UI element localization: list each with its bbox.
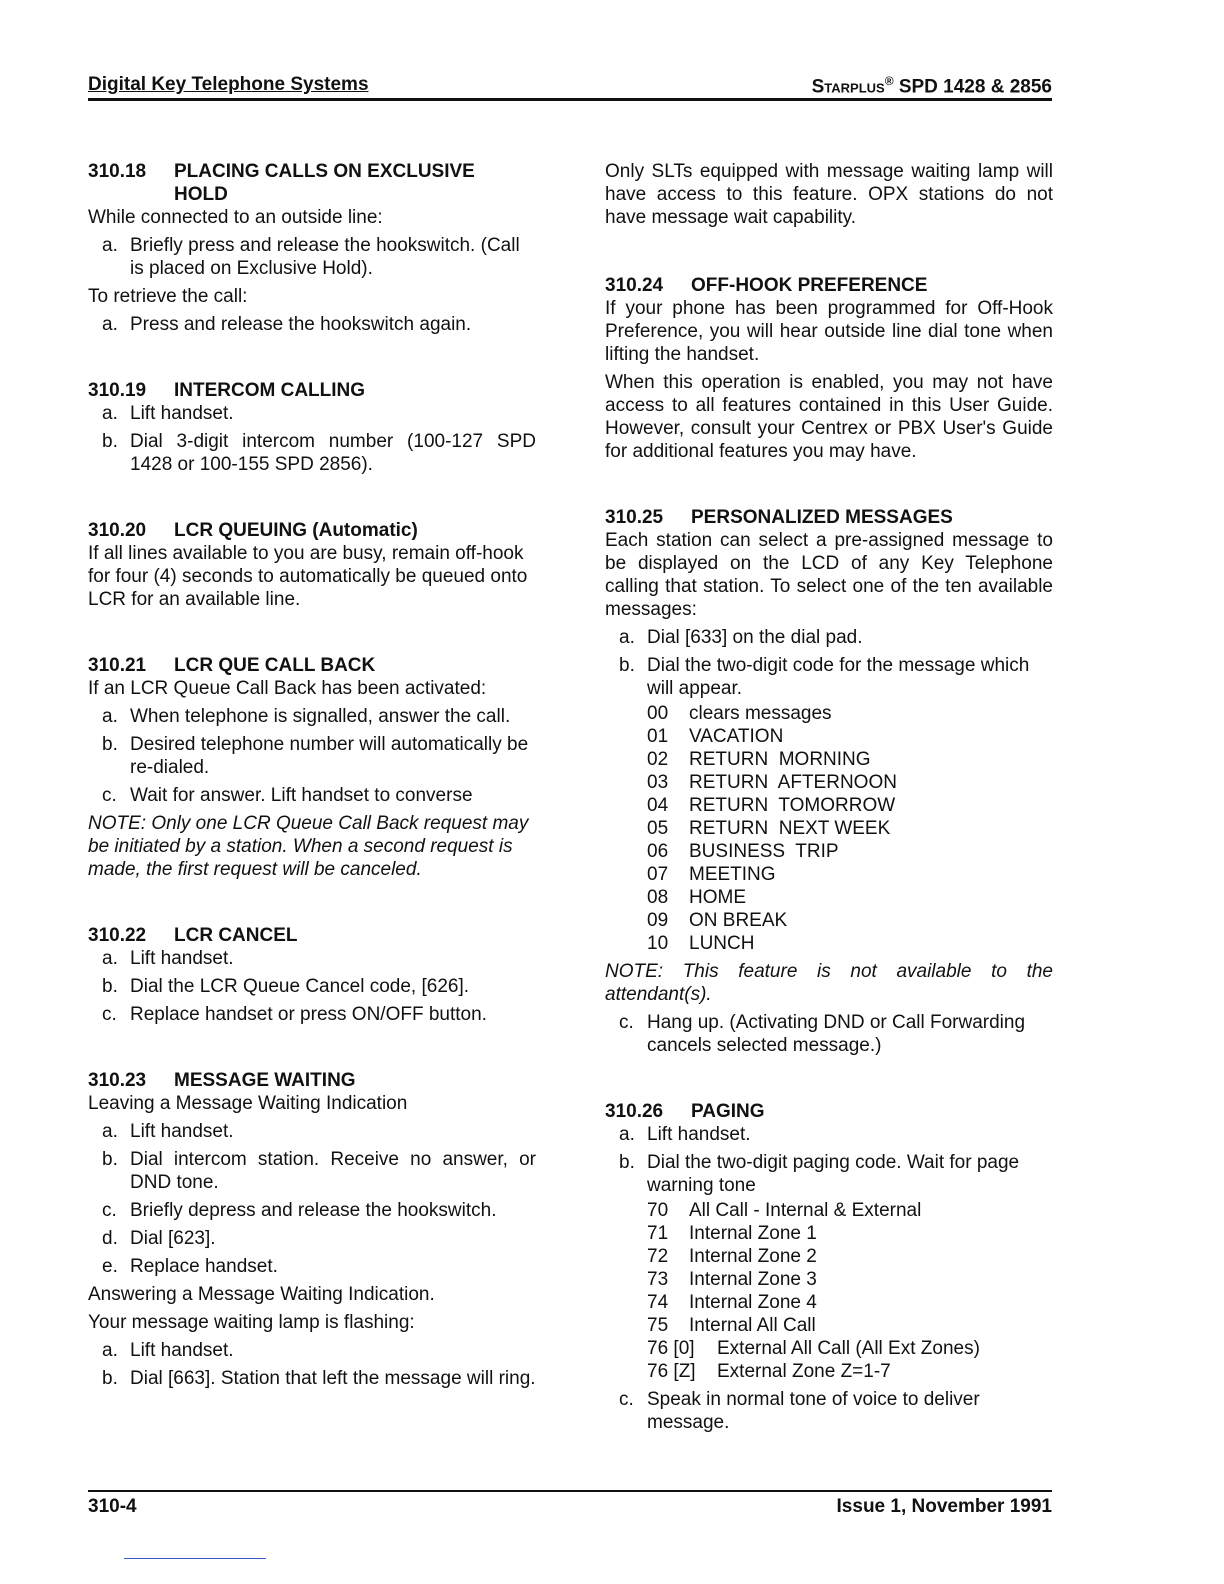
list-text: Wait for answer. Lift handset to converse (130, 785, 473, 806)
list-text: Dial [663]. Station that left the message will ring. (130, 1368, 536, 1389)
section-number: 310.21 (88, 655, 147, 676)
code-row (647, 1199, 1053, 1222)
code-row (647, 748, 1053, 771)
code-label: Internal Zone 3 (689, 1269, 817, 1290)
list-marker: b. (102, 431, 118, 452)
code-label: Internal Zone 4 (689, 1292, 817, 1313)
list-item (88, 1255, 536, 1278)
right-column (605, 160, 1053, 1439)
code-row (647, 817, 1053, 840)
code-label: clears messages (689, 703, 832, 724)
list-marker: d. (102, 1228, 118, 1249)
page-number: 310-4 (88, 1496, 137, 1517)
list-item (605, 654, 1053, 700)
code-row (647, 1222, 1053, 1245)
list-marker: c. (102, 785, 117, 806)
code-label: LUNCH (689, 933, 755, 954)
paragraph: Each station can select a pre-assigned message to be displayed on the LCD of any Key Telephone calling that station. To select one of the ten available messages: (605, 530, 1053, 620)
section-310-18-heading (88, 160, 536, 206)
section-number: 310.25 (605, 507, 664, 528)
code-label: Internal Zone 2 (689, 1246, 817, 1267)
note: NOTE: Only one LCR Queue Call Back request may be initiated by a station. When a second request is made, the first request will be canceled. (88, 813, 529, 880)
list-item (88, 1148, 536, 1194)
list-item (88, 402, 536, 425)
code-label: All Call - Internal & External (689, 1200, 922, 1221)
code-number: 07 (647, 864, 669, 885)
list-item (88, 1120, 536, 1143)
code-row (647, 1314, 1053, 1337)
list-marker: c. (102, 1200, 117, 1221)
code-row (647, 725, 1053, 748)
code-row (647, 863, 1053, 886)
paragraph: Your message waiting lamp is flashing: (88, 1312, 415, 1333)
code-number: 08 (647, 887, 669, 908)
list-marker: a. (619, 627, 635, 648)
section-title: PERSONALIZED MESSAGES (691, 507, 953, 528)
list-text: Briefly depress and release the hookswitch. (130, 1200, 497, 1221)
section-title: PAGING (691, 1101, 765, 1122)
paragraph: While connected to an outside line: (88, 207, 383, 228)
code-number: 71 (647, 1223, 669, 1244)
paging-code-list (605, 1199, 1053, 1383)
section-number: 310.23 (88, 1070, 147, 1091)
list-marker: a. (102, 1121, 118, 1142)
code-label: RETURN NEXT WEEK (689, 818, 891, 839)
list-text: Briefly press and release the hookswitch. (Call is placed on Exclusive Hold). (130, 235, 520, 279)
list-marker: b. (619, 1152, 635, 1173)
code-label: External Zone Z=1-7 (717, 1361, 891, 1382)
section-title: OFF-HOOK PREFERENCE (691, 275, 928, 296)
section-310-22-heading (88, 924, 536, 947)
section-310-21-heading (88, 654, 536, 677)
paragraph: To retrieve the call: (88, 286, 248, 307)
list-item (605, 1388, 1053, 1434)
list-text: Lift handset. (647, 1124, 751, 1145)
paragraph: If all lines available to you are busy, remain off-hook for four (4) seconds to automatically be queued onto LCR for an available line. (88, 543, 528, 610)
list-item (88, 1199, 536, 1222)
registered-mark: ® (884, 74, 894, 88)
list-marker: b. (102, 734, 118, 755)
section-310-24-heading (605, 274, 1053, 297)
code-number: 02 (647, 749, 669, 770)
decorative-line (124, 1558, 266, 1559)
section-number: 310.19 (88, 380, 147, 401)
header-model: SPD 1428 & 2856 (898, 76, 1052, 98)
code-row (647, 886, 1053, 909)
list-marker: a. (102, 706, 118, 727)
list-marker: a. (619, 1124, 635, 1145)
list-item (605, 1151, 1053, 1197)
code-row (647, 909, 1053, 932)
list-text: Desired telephone number will automatically be re-dialed. (130, 734, 529, 778)
code-number: 09 (647, 910, 669, 931)
list-text: Dial the two-digit code for the message which will appear. (647, 655, 1030, 699)
code-label: RETURN TOMORROW (689, 795, 896, 816)
section-title: MESSAGE WAITING (174, 1070, 356, 1091)
list-item (605, 1011, 1053, 1057)
code-row (647, 1360, 1053, 1383)
list-text: Press and release the hookswitch again. (130, 314, 472, 335)
section-310-25-heading (605, 506, 1053, 529)
list-item (88, 1367, 536, 1390)
list-item (88, 784, 536, 807)
code-number: 00 (647, 703, 669, 724)
list-marker: c. (102, 1004, 117, 1025)
list-text: Speak in normal tone of voice to deliver message. (647, 1389, 980, 1433)
issue-date: Issue 1, November 1991 (836, 1496, 1052, 1517)
list-item (88, 975, 536, 998)
code-label: External All Call (All Ext Zones) (717, 1338, 980, 1359)
list-marker: c. (619, 1389, 634, 1410)
list-marker: a. (102, 314, 118, 335)
list-marker: b. (102, 1368, 118, 1389)
code-number: 10 (647, 933, 669, 954)
list-item (88, 733, 536, 779)
section-310-19-heading (88, 379, 536, 402)
code-number: 75 (647, 1315, 669, 1336)
list-text: Lift handset. (130, 1340, 234, 1361)
code-row (647, 932, 1053, 955)
code-number: 04 (647, 795, 669, 816)
code-row (647, 794, 1053, 817)
code-row (647, 840, 1053, 863)
code-row (647, 771, 1053, 794)
section-title-cont: HOLD (174, 184, 228, 205)
section-310-26-heading (605, 1100, 1053, 1123)
code-row (647, 1291, 1053, 1314)
code-number: 73 (647, 1269, 669, 1290)
list-text: Dial 3-digit intercom number (100-127 SPD 1428 or 100-155 SPD 2856). (130, 431, 536, 475)
code-label: Internal All Call (689, 1315, 816, 1336)
code-label: HOME (689, 887, 746, 908)
paragraph: Answering a Message Waiting Indication. (88, 1284, 435, 1305)
code-number: 74 (647, 1292, 669, 1313)
header-left: Digital Key Telephone Systems (88, 74, 369, 95)
paragraph: Leaving a Message Waiting Indication (88, 1093, 408, 1114)
header-right (812, 74, 1052, 98)
section-title: LCR QUEUING (Automatic) (174, 520, 418, 541)
code-row (647, 1245, 1053, 1268)
list-marker: b. (102, 976, 118, 997)
list-item (88, 234, 536, 280)
list-text: Dial the two-digit paging code. Wait for page warning tone (647, 1152, 1020, 1196)
section-number: 310.20 (88, 520, 147, 541)
section-number: 310.24 (605, 275, 664, 296)
list-marker: a. (102, 1340, 118, 1361)
section-number: 310.26 (605, 1101, 664, 1122)
section-title: PLACING CALLS ON EXCLUSIVE (174, 161, 475, 182)
list-marker: a. (102, 403, 118, 424)
code-number: 03 (647, 772, 669, 793)
page-footer (88, 1490, 1052, 1517)
code-number: 01 (647, 726, 669, 747)
list-item (88, 705, 536, 728)
list-text: When telephone is signalled, answer the call. (130, 706, 511, 727)
list-text: Dial the LCR Queue Cancel code, [626]. (130, 976, 470, 997)
code-label: RETURN MORNING (689, 749, 871, 770)
list-marker: a. (102, 948, 118, 969)
list-text: Lift handset. (130, 948, 234, 969)
code-row (647, 702, 1053, 725)
section-title: LCR CANCEL (174, 925, 298, 946)
paragraph: Only SLTs equipped with message waiting lamp will have access to this feature. OPX stations do not have message wait capability. (605, 161, 1053, 228)
list-text: Hang up. (Activating DND or Call Forwarding cancels selected message.) (647, 1012, 1026, 1056)
paragraph: If an LCR Queue Call Back has been activated: (88, 678, 487, 699)
list-text: Dial [623]. (130, 1228, 216, 1249)
code-label: MEETING (689, 864, 776, 885)
list-item (605, 626, 1053, 649)
message-code-list (605, 702, 1053, 955)
section-310-20-heading (88, 519, 536, 542)
list-marker: e. (102, 1256, 118, 1277)
code-number: 05 (647, 818, 669, 839)
list-text: Lift handset. (130, 403, 234, 424)
paragraph: When this operation is enabled, you may not have access to all features contained in this User Guide. However, consult your Centrex or PBX User's Guide for additional features you may have. (605, 372, 1053, 462)
code-label: BUSINESS TRIP (689, 841, 839, 862)
list-marker: c. (619, 1012, 634, 1033)
code-label: Internal Zone 1 (689, 1223, 817, 1244)
list-text: Replace handset or press ON/OFF button. (130, 1004, 487, 1025)
code-number: 06 (647, 841, 669, 862)
section-310-23-heading (88, 1069, 536, 1092)
list-marker: b. (102, 1149, 118, 1170)
list-text: Dial [633] on the dial pad. (647, 627, 863, 648)
code-number: 70 (647, 1200, 669, 1221)
section-number: 310.18 (88, 161, 147, 182)
code-number: 72 (647, 1246, 669, 1267)
list-text: Lift handset. (130, 1121, 234, 1142)
code-label: ON BREAK (689, 910, 788, 931)
list-item (88, 1003, 536, 1026)
section-number: 310.22 (88, 925, 147, 946)
list-item (88, 1339, 536, 1362)
list-marker: a. (102, 235, 118, 256)
page-header (88, 72, 1052, 101)
list-item (88, 1227, 536, 1250)
header-brand: Starplus (811, 76, 885, 98)
code-row (647, 1337, 1053, 1360)
code-number: 76 [Z] (647, 1361, 696, 1382)
code-number: 76 [0] (647, 1338, 695, 1359)
list-item (88, 430, 536, 476)
note: NOTE: This feature is not available to the attendant(s). (605, 961, 1053, 1005)
list-marker: b. (619, 655, 635, 676)
list-text: Dial intercom station. Receive no answer, or DND tone. (130, 1149, 536, 1193)
code-label: RETURN AFTERNOON (689, 772, 897, 793)
code-label: VACATION (689, 726, 784, 747)
paragraph: If your phone has been programmed for Off-Hook Preference, you will hear outside line dial tone when lifting the handset. (605, 298, 1053, 365)
code-row (647, 1268, 1053, 1291)
section-title: INTERCOM CALLING (174, 380, 366, 401)
list-item (88, 947, 536, 970)
left-column (88, 160, 536, 1395)
section-title: LCR QUE CALL BACK (174, 655, 376, 676)
list-item (605, 1123, 1053, 1146)
list-text: Replace handset. (130, 1256, 278, 1277)
list-item (88, 313, 536, 336)
